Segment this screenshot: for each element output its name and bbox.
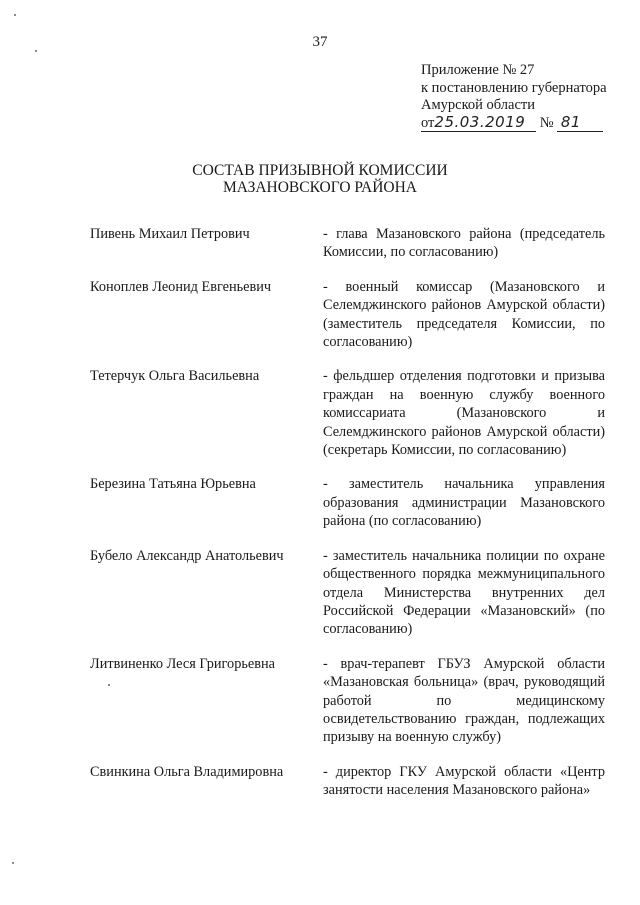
member-name: Бубело Александр Анатольевич bbox=[90, 547, 284, 564]
member-name: Березина Татьяна Юрьевна bbox=[90, 476, 256, 493]
title-line: МАЗАНОВСКОГО РАЙОНА bbox=[222, 179, 417, 196]
number-field bbox=[557, 112, 602, 132]
appendix-line: Амурской области bbox=[421, 97, 535, 113]
scan-speck bbox=[12, 862, 14, 864]
appendix-block bbox=[421, 62, 607, 132]
member-role: - фельдшер отделения подготовки и призыва граждан на военную службу военного комиссариата (Мазановского и Селемджинского районов Амурской области) (секретарь Комиссии, по согласованию) bbox=[323, 368, 605, 459]
page-number: 37 bbox=[312, 34, 328, 50]
members-list bbox=[90, 225, 605, 816]
appendix-date-number bbox=[421, 112, 607, 133]
handwritten-number: 81 bbox=[560, 112, 581, 131]
member-role: - врач-терапевт ГБУЗ Амурской области «Мазановская больница» (врач, руководящий работой по медицинскому освидетельствованию граждан, подлежащих призыву на военную службу) bbox=[323, 655, 605, 746]
date-field bbox=[421, 112, 536, 132]
handwritten-date: 25.03.2019 bbox=[434, 112, 526, 131]
member-name: Тетерчук Ольга Васильевна bbox=[90, 368, 260, 385]
member-row bbox=[90, 763, 605, 800]
member-role: - директор ГКУ Амурской области «Центр занятости населения Мазановского района» bbox=[323, 763, 605, 799]
member-row bbox=[90, 655, 605, 747]
member-name: Свинкина Ольга Владимировна bbox=[90, 763, 284, 780]
scan-speck bbox=[108, 684, 110, 686]
title-line: СОСТАВ ПРИЗЫВНОЙ КОМИССИИ bbox=[192, 162, 448, 179]
member-role: - военный комиссар (Мазановского и Селемджинского районов Амурской области) (заместитель председателя Комиссии, по согласованию) bbox=[323, 278, 605, 351]
member-name: Пивень Михаил Петрович bbox=[90, 226, 250, 242]
scan-speck bbox=[35, 50, 37, 52]
member-row bbox=[90, 475, 605, 530]
date-prefix: от bbox=[421, 114, 435, 131]
member-role: - заместитель начальника управления образования администрации Мазановского района (по согласованию) bbox=[323, 476, 605, 530]
appendix-line: Приложение № 27 bbox=[421, 62, 535, 78]
member-row bbox=[90, 278, 605, 352]
document-title bbox=[0, 162, 640, 196]
member-row bbox=[90, 225, 605, 262]
number-prefix: № bbox=[539, 114, 554, 131]
scan-speck bbox=[14, 14, 16, 16]
member-name: Коноплев Леонид Евгеньевич bbox=[90, 278, 272, 295]
member-name: Литвиненко Леся Григорьевна bbox=[90, 655, 275, 672]
member-role: - глава Мазановского района (председатель Комиссии, по согласованию) bbox=[323, 226, 605, 261]
member-role: - заместитель начальника полиции по охране общественного порядка межмуниципального отдела Министерства внутренних дел Российской Федерации «Мазановский» (по согласованию) bbox=[323, 547, 605, 638]
appendix-line: к постановлению губернатора bbox=[421, 79, 607, 96]
member-row bbox=[90, 367, 605, 459]
member-row bbox=[90, 547, 605, 639]
